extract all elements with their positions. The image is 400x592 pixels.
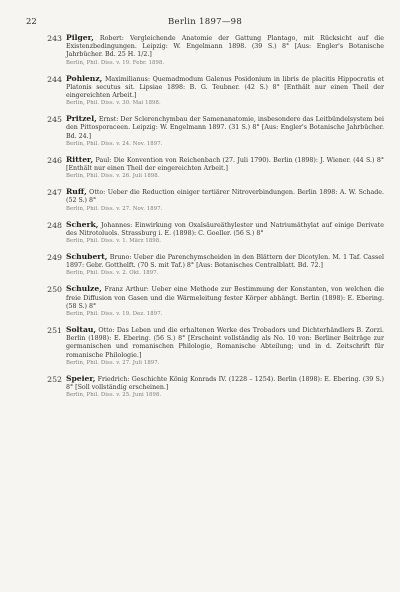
entry-citation: Franz Arthur: Ueber eine Methode zur Bestimmung der Konstanten, von welchen die freie Diffusion von Gasen und die Wärmeleitung fester Körper abhängt. Berlin (1898): E. Ebering. (58 S.) 8° <box>66 286 384 310</box>
entry-number: 245 <box>47 115 62 125</box>
bibliography-entry <box>26 115 384 148</box>
entry-body <box>66 188 384 205</box>
author-surname: Speier, <box>66 373 96 383</box>
entry-number: 249 <box>47 253 62 263</box>
author-surname: Pilger, <box>66 33 94 42</box>
entry-body <box>66 156 384 173</box>
bibliography-entry <box>26 285 384 318</box>
entry-body <box>66 75 384 101</box>
bibliography-entry <box>26 156 384 180</box>
bibliography-list <box>26 34 384 407</box>
entry-citation: Ernst: Der Sclerenchymbau der Samenanatomie, insbesondere das Leitbündelsystem bei den Pittosporaceen. Leipzig: W. Engelmann 1897. (31 S.) 8° [Aus: Engler's Botanische Jahrbücher. Bd. 24.] <box>66 116 384 140</box>
entry-citation: Bruno: Ueber die Parenchymscheiden in den Blättern der Dicotylen. M. 1 Taf. Cassel 1897: Gebr. Gotthelft. (70 S. mit Taf.) 8° [Aus: Botanisches Centralblatt. Bd. 72.] <box>66 254 384 270</box>
entry-number: 243 <box>47 34 62 43</box>
entry-number: 252 <box>47 374 62 384</box>
bibliography-entry <box>26 326 384 367</box>
running-title: Berlin 1897—98 <box>168 17 243 27</box>
entry-body <box>66 375 384 392</box>
dissertation-note: Berlin, Phil. Diss. v. 2. Okt. 1897. <box>66 270 159 277</box>
entry-number: 246 <box>47 155 62 165</box>
bibliography-entry <box>26 253 384 277</box>
author-surname: Schulze, <box>66 284 102 294</box>
dissertation-note: Berlin, Phil. Diss. v. 26. Juli 1898. <box>66 173 160 180</box>
author-surname: Schubert, <box>66 252 108 262</box>
bibliography-entry <box>26 188 384 212</box>
entry-body <box>66 115 384 141</box>
entry-citation: Otto: Ueber die Reduction einiger tertiärer Nitroverbindungen. Berlin 1898: A. W. Schade. (52 S.) 8° <box>66 189 384 205</box>
dissertation-note: Berlin, Phil. Diss. v. 19. Febr. 1898. <box>66 59 165 66</box>
dissertation-note: Berlin, Phil. Diss. v. 27. Nov. 1897. <box>66 205 163 212</box>
dissertation-note: Berlin, Phil. Diss. v. 19. Dez. 1897. <box>66 311 163 318</box>
bibliography-entry <box>26 221 384 245</box>
bibliography-entry <box>26 375 384 399</box>
entry-body <box>66 221 384 238</box>
author-surname: Scherk, <box>66 219 99 229</box>
dissertation-note: Berlin, Phil. Diss. v. 25. Juni 1898. <box>66 392 162 399</box>
dissertation-note: Berlin, Phil. Diss. v. 1. März 1898. <box>66 238 162 245</box>
entry-number: 247 <box>47 188 62 198</box>
author-surname: Pritzel, <box>66 114 97 124</box>
bibliography-entry <box>26 75 384 108</box>
page-number: 22 <box>26 17 37 27</box>
entry-body <box>66 253 384 270</box>
entry-citation: Maximilianus: Quemadmodum Galenus Posidonium in libris de placitis Hippocratis et Platonis secutus sit. Lipsiae 1898: B. G. Teubner. (42 S.) 8° [Enthält nur einen Theil der eingereichten Arbeit.] <box>66 75 384 100</box>
entry-citation: Paul: Die Konvention von Reichenbach (27. Juli 1790). Berlin (1898): J. Wiener. (44 S.) 8° [Enthält nur einen Theil der eingereichten Arbeit.] <box>66 156 384 173</box>
dissertation-note: Berlin, Phil. Diss. v. 30. Mai 1898. <box>66 100 161 107</box>
entry-body <box>66 326 384 360</box>
author-surname: Ritter, <box>66 154 94 164</box>
entry-number: 251 <box>47 326 62 336</box>
entry-body <box>66 285 384 311</box>
dissertation-note: Berlin, Phil. Diss. v. 24. Nov. 1897. <box>66 140 163 147</box>
author-surname: Ruff, <box>66 187 87 197</box>
entry-number: 248 <box>47 220 62 230</box>
author-surname: Soltau, <box>66 325 97 335</box>
entry-citation: Johannes: Einwirkung von Oxalsäureäthylester und Natriumäthylat auf einige Derivate des Nitrotoluols. Strassburg i. E. (1898): C. Goeller. (56 S.) 8° <box>66 221 384 237</box>
entry-citation: Robert: Vergleichende Anatomie der Gattung Plantago, mit Rücksicht auf die Existenzbedingungen. Leipzig: W. Engelmann 1898. (39 S.) 8° [Aus: Engler's Botanische Jahrbücher. Bd. 25 H. 1/2.] <box>66 35 384 59</box>
entry-citation: Friedrich: Geschichte König Konrads IV. (1228 – 1254). Berlin (1898): E. Ebering. (39 S.) 8° [Soll vollständig erscheinen.] <box>66 375 384 392</box>
page-header <box>26 17 376 29</box>
bibliography-entry <box>26 34 384 67</box>
entry-citation: Otto: Das Leben und die erhaltenen Werke des Trobadors und Dichterhändlers B. Zorzi. Berlin (1898): E. Ebering. (56 S.) 8° [Erscheint vollständig als No. 10 von: Berliner Beiträge zur germanischen und romanischen Philologie, Romanische Abteilung; und in d. Zeitschrift für romanische Philologie.] <box>66 327 384 359</box>
entry-body <box>66 34 384 60</box>
entry-number: 250 <box>47 285 62 295</box>
dissertation-note: Berlin, Phil. Diss. v. 27. Juli 1897. <box>66 359 160 366</box>
entry-number: 244 <box>47 74 62 84</box>
author-surname: Pohlenz, <box>66 73 103 83</box>
